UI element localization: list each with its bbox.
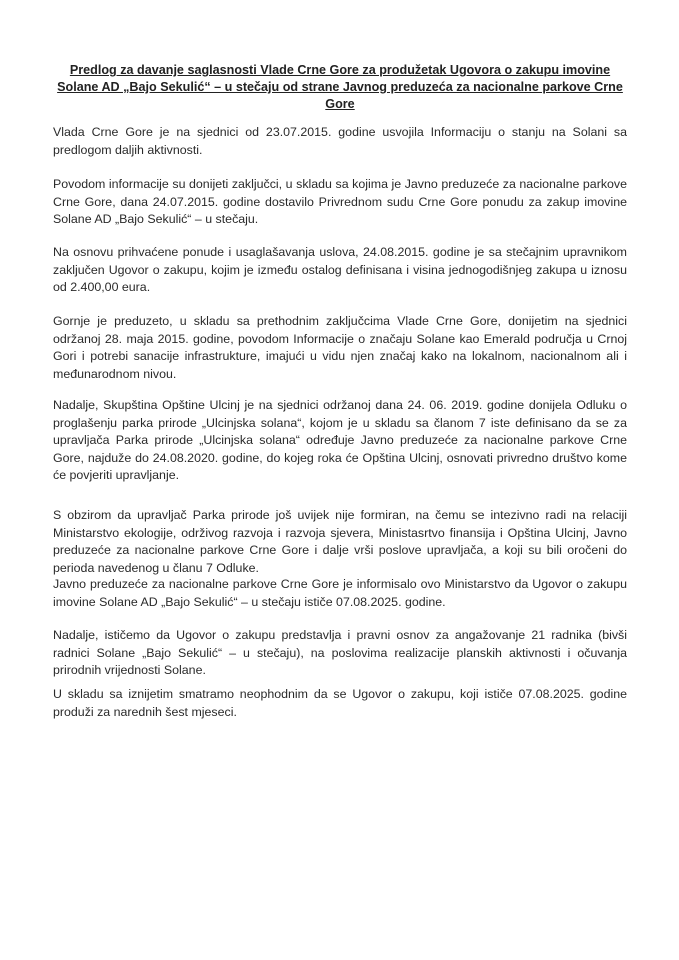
paragraph: Nadalje, ističemo da Ugovor o zakupu predstavlja i pravni osnov za angažovanje 21 radnika (bivši radnici Solane „Bajo Sekulić“ – u stečaju), na poslovima realizacije planskih aktivnosti i očuvanja prirodnih vrijednosti Solane.	[53, 628, 627, 678]
paragraph: Gornje je preduzeto, u skladu sa prethodnim zaključcima Vlade Crne Gore, donijetim na sjednici održanoj 28. maja 2015. godine, povodom Informacije o značaju Solane kao Emerald područja u Crnoj Gori i potrebi sanacije infrastrukture, imajući u vidu njen značaj kako na lokalnom, nacionalnom ali i međunarodnom nivou.	[53, 314, 627, 381]
paragraph: Nadalje, Skupština Opštine Ulcinj je na sjednici održanoj dana 24. 06. 2019. godine donijela Odluku o proglašenju parka prirode „Ulcinjska solana“, kojom je u skladu sa članom 7 iste definisano da se za upravljača Parka prirode „Ulcinjska solana“ određuje Javno preduzeće za nacionalne parkove Crne Gore, najduže do 24.08.2020. godine, do kojeg roka će Opština Ulcinj, osnovati privredno društvo kome će povjeriti upravljanje.	[53, 398, 627, 483]
paragraph: Javno preduzeće za nacionalne parkove Crne Gore je informisalo ovo Ministarstvo da Ugovor o zakupu imovine Solane AD „Bajo Sekulić“ – u stečaju ističe 07.08.2025. godine.	[53, 577, 627, 609]
paragraph: Na osnovu prihvaćene ponude i usaglašavanja uslova, 24.08.2015. godine je sa stečajnim upravnikom zaključen Ugovor o zakupu, kojim je između ostalog definisana i visina jednogodišnjeg zakupa u iznosu od 2.400,00 eura.	[53, 245, 627, 295]
paragraph: Vlada Crne Gore je na sjednici od 23.07.2015. godine usvojila Informaciju o stanju na Solani sa predlogom daljih aktivnosti.	[53, 125, 627, 157]
paragraph: Povodom informacije su donijeti zaključci, u skladu sa kojima je Javno preduzeće za nacionalne parkove Crne Gore, dana 24.07.2015. godine dostavilo Privrednom sudu Crne Gore ponudu za zakup imovine Solane AD „Bajo Sekulić“ – u stečaju.	[53, 177, 627, 227]
document-title: Predlog za davanje saglasnosti Vlade Crne Gore za produžetak Ugovora o zakupu imovine Solane AD „Bajo Sekulić“ – u stečaju od strane Javnog preduzeća za nacionalne parkove Crne Gore	[57, 63, 623, 111]
paragraph: U skladu sa iznijetim smatramo neophodnim da se Ugovor o zakupu, koji ističe 07.08.2025. godine produži za narednih šest mjeseci.	[53, 687, 627, 719]
paragraph: S obzirom da upravljač Parka prirode još uvijek nije formiran, na čemu se intezivno radi na relaciji Ministarstvo ekologije, održivog razvoja i razvoja sjevera, Ministasrtvo finansija i Opština Ulcinj, Javno preduzeće za nacionalne parkove Crne Gore i dalje vrši poslove upravljača, a koji su bili oročeni do perioda navedenog u članu 7 Odluke.	[53, 508, 627, 575]
